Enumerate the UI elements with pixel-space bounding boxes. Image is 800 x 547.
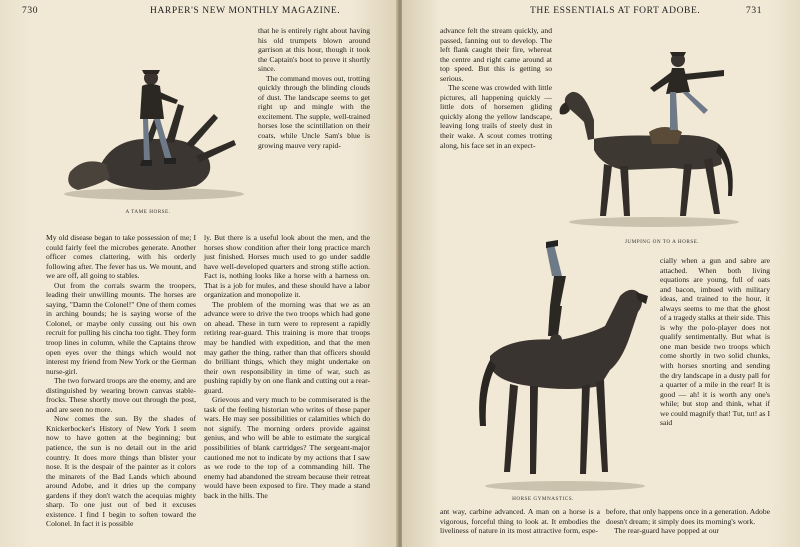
paragraph: that he is entirely right about having his old trumpets blown around garrison at this hour, though it took the Captain's boot to prove it shortly since. [258, 26, 370, 74]
paragraph: Out from the corrals swarm the troopers, leading their unwilling mounts. The horses are saying, "Damn the Colonel!" One of them comes in arching bounds; he is saying worse of the Colonel, or maybe only cussing out his own recruit for pulling his cincha too tight. They form troop lines in column, while the Captains throw open eyes over the things which would not interest my friend from New York or the German nurse-girl. [46, 280, 196, 376]
tame-horse-caption: A TAME HORSE. [125, 209, 171, 215]
horse-gymnastics-illustration [470, 236, 660, 496]
horse-gymnastics-caption: HORSE GYMNASTICS. [512, 496, 574, 502]
paragraph: The command moves out, trotting quickly through the blinding clouds of dust. The landscape seems to get right up and mingle with the excitement. The supple, well-trained horses lose the scintillation on their coats, while Uncle Sam's blue is growing mauve very rapid- [258, 73, 370, 150]
paragraph: The two forward troops are the enemy, and are distinguished by wearing brown canvas stable-frocks. These shortly move out through the post, and are seen no more. [46, 376, 196, 414]
left-page [0, 0, 398, 547]
paragraph: The scene was crowded with little pictures, all happening quickly — little dots of horsemen gliding quickly along the yellow landscape, leaving long trails of steely dust in their wake. A scout comes trotting along, his face set in an expect- [440, 83, 552, 150]
paragraph: cially when a gun and sabre are attached. When both living equations are young, full of oats and bacon, imbued with military ideas, and trained to the hour, it always seems to me that the ghost of a tragedy stalks at their side. This is why the polo-player does not qualify sentimentally. But what is one man beside two troops which come shortly in two solid chunks, with horses snorting and sending the dry landscape in a dusty pall for a quarter of a mile in the rear! It is good — ah! it is worth any one's while; but stop and think, what if we could magnify that! Tut, tut! as I said [660, 256, 770, 428]
paragraph: The problem of the morning was that we as an advance were to drive the two troops which had gone on ahead. These in turn were to represent a rapidly retiring rear-guard. This training is more that troops may be handled with expedition, and that the men may gather the thing, rather than that officers should do brilliant things, which they might undertake on their own responsibility in time of war, such as pushing rapidly by on one flank and cutting out a rear-guard. [204, 299, 370, 395]
right-running-head: THE ESSENTIALS AT FORT ADOBE. [530, 6, 701, 16]
right-page-left-column-top [440, 26, 552, 150]
jumping-horse-illustration [554, 40, 754, 230]
paragraph: advance felt the stream quickly, and passed, fanning out to develop. The left flank caught their fire, whereat the centre and right came around at top speed. But this is getting so serious. [440, 26, 552, 83]
right-page-right-column [660, 256, 770, 428]
paragraph: The rear-guard have popped at our [614, 526, 720, 536]
left-page-right-column-top [258, 26, 370, 150]
right-page [402, 0, 800, 547]
left-page-right-column-bottom [204, 233, 370, 500]
left-page-number: 730 [22, 6, 39, 16]
paragraph: ly. But there is a useful look about the men, and the horses show condition after their long practice march just finished. Horses much used to go under saddle have well-developed quarters and strong stifle action. Fact is, nothing looks like a horse with a harness on. That is a job for mules, and these should have a labor organization and monopolize it. [204, 233, 370, 300]
jumping-horse-caption: JUMPING ON TO A HORSE. [624, 239, 700, 245]
tame-horse-illustration [46, 44, 251, 204]
paragraph: before, that only happens once in a generation. Adobe doesn't dream; it simply does its morning's work. [606, 507, 770, 526]
right-page-bottom-left-column [440, 507, 600, 536]
right-page-bottom-right-column [606, 507, 770, 536]
paragraph: My old disease began to take possession of me; I could fairly feel the microbes generate. Another officer comes clattering, with his orderly following after. The fever has us. We mount, and we are off, all going to stables. [46, 233, 196, 281]
paragraph: Now comes the sun. By the shades of Knickerbocker's History of New York I seem now to have gotten at the beginning; but patience, the sun is no detail out in the arid country. It does more things than blister your nose. It is the despair of the painter as it colors the minarets of the Bad Lands which abound around Adobe, and it dries up the company gardens if they don't watch the acequias mighty sharp. To one just out of bed it excuses existence. I find I begin to soften toward the Colonel. In fact it is possible [46, 414, 196, 529]
right-page-number: 731 [746, 6, 763, 16]
paragraph: Grievous and very much to be commiserated is the task of the feeling historian who writes of these paper wars. He may see possibilities or calamities which do not signify. The morning orders provide against genius, and who will be able to estimate the surgical possibilities of blank cartridges? The sergeant-major cautioned me not to indicate by my actions that I saw as we rode to the top of a commanding hill. The enemy had abandoned the stream because their retreat would have been exposed to fire. They made a stand back in the hills. The [204, 395, 370, 500]
paragraph: ant way, carbine advanced. A man on a horse is a vigorous, forceful thing to look at. It embodies the liveliness of nature in its most attractive form, espe- [440, 507, 600, 536]
left-page-left-column [46, 233, 196, 529]
left-running-head: HARPER'S NEW MONTHLY MAGAZINE. [150, 6, 341, 16]
